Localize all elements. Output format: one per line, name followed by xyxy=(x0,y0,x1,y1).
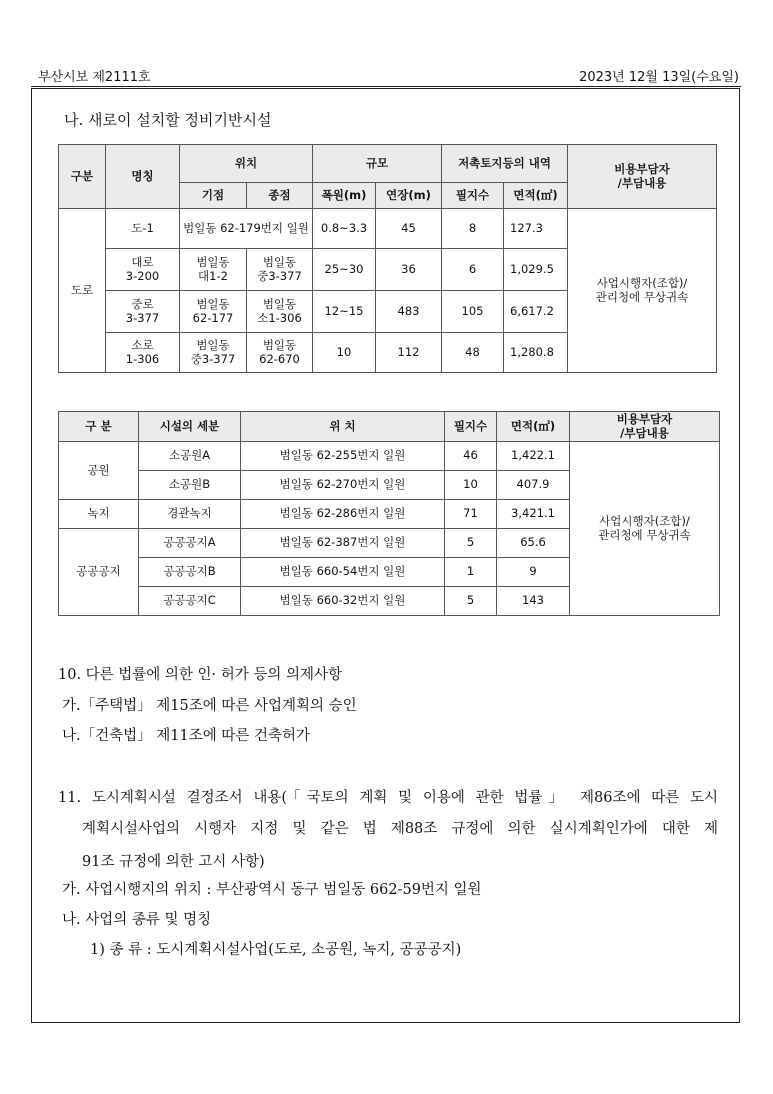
th-width: 폭원(m) xyxy=(313,183,376,209)
th-area: 면적(㎡) xyxy=(497,412,570,442)
road-end: 범일동 소1-306 xyxy=(247,291,313,333)
th-scale: 규모 xyxy=(313,145,442,183)
facility-location: 범일동 62-255번지 일원 xyxy=(241,442,445,471)
road-width: 12~15 xyxy=(313,291,376,333)
road-length: 483 xyxy=(376,291,442,333)
road-start: 범일동 대1-2 xyxy=(180,249,247,291)
facility-area: 9 xyxy=(497,558,570,587)
section-10-item-a: 가.「주택법」 제15조에 따른 사업계획의 승인 xyxy=(62,698,357,714)
th-area: 면적(㎡) xyxy=(504,183,568,209)
road-end: 범일동 62-670 xyxy=(247,333,313,373)
th-cost: 비용부담자 /부담내용 xyxy=(570,412,720,442)
facility-area: 407.9 xyxy=(497,471,570,500)
facility-parcels: 71 xyxy=(445,500,497,529)
road-area: 1,029.5 xyxy=(504,249,568,291)
road-parcels: 8 xyxy=(442,209,504,249)
th-cost: 비용부담자 /부담내용 xyxy=(568,145,717,209)
category-park: 공원 xyxy=(59,442,139,500)
facility-parcels: 46 xyxy=(445,442,497,471)
category-green: 녹지 xyxy=(59,500,139,529)
road-start: 범일동 중3-377 xyxy=(180,333,247,373)
category-open-space: 공공공지 xyxy=(59,529,139,616)
facility-location: 범일동 62-387번지 일원 xyxy=(241,529,445,558)
th-end: 종점 xyxy=(247,183,313,209)
road-width: 25~30 xyxy=(313,249,376,291)
road-parcels: 48 xyxy=(442,333,504,373)
road-area: 6,617.2 xyxy=(504,291,568,333)
table-row xyxy=(59,442,720,471)
facility-area: 1,422.1 xyxy=(497,442,570,471)
facility-table xyxy=(58,411,720,616)
facility-detail: 소공원B xyxy=(139,471,241,500)
road-width: 10 xyxy=(313,333,376,373)
th-gubun: 구분 xyxy=(59,145,106,209)
th-name: 명칭 xyxy=(106,145,180,209)
section-11-line2: 계획시설사업의 시행자 지정 및 같은 법 제88조 규정에 의한 실시계획인가에 대한 제 xyxy=(82,821,718,837)
road-cost: 사업시행자(조합)/ 관리청에 무상귀속 xyxy=(568,209,717,373)
road-start: 범일동 62-179번지 일원 xyxy=(180,209,313,249)
facility-location: 범일동 62-286번지 일원 xyxy=(241,500,445,529)
road-name: 도-1 xyxy=(106,209,180,249)
road-end: 범일동 중3-377 xyxy=(247,249,313,291)
facility-parcels: 5 xyxy=(445,587,497,616)
road-area: 127.3 xyxy=(504,209,568,249)
section-11-item-b: 나. 사업의 종류 및 명칭 xyxy=(62,912,212,928)
section-10-title: 10. 다른 법률에 의한 인· 허가 등의 의제사항 xyxy=(58,667,343,683)
facility-detail: 공공공지C xyxy=(139,587,241,616)
th-detail: 시설의 세분 xyxy=(139,412,241,442)
road-name: 소로 1-306 xyxy=(106,333,180,373)
th-length: 연장(m) xyxy=(376,183,442,209)
road-length: 45 xyxy=(376,209,442,249)
facility-location: 범일동 62-270번지 일원 xyxy=(241,471,445,500)
th-land: 저촉토지등의 내역 xyxy=(442,145,568,183)
facility-detail: 공공공지B xyxy=(139,558,241,587)
facility-detail: 소공원A xyxy=(139,442,241,471)
th-parcels: 필지수 xyxy=(445,412,497,442)
table-row xyxy=(59,209,717,249)
facility-parcels: 10 xyxy=(445,471,497,500)
road-table xyxy=(58,144,717,373)
facility-parcels: 5 xyxy=(445,529,497,558)
facility-area: 3,421.1 xyxy=(497,500,570,529)
road-area: 1,280.8 xyxy=(504,333,568,373)
header-publication: 부산시보 제2111호 xyxy=(38,70,151,85)
road-length: 112 xyxy=(376,333,442,373)
section-11-line3: 91조 규정에 의한 고시 사항) xyxy=(82,854,265,870)
th-start: 기점 xyxy=(180,183,247,209)
facility-location: 범일동 660-54번지 일원 xyxy=(241,558,445,587)
facility-area: 65.6 xyxy=(497,529,570,558)
facility-location: 범일동 660-32번지 일원 xyxy=(241,587,445,616)
road-width: 0.8~3.3 xyxy=(313,209,376,249)
road-start: 범일동 62-177 xyxy=(180,291,247,333)
road-length: 36 xyxy=(376,249,442,291)
section-11-item-b1: 1) 종 류 : 도시계획시설사업(도로, 소공원, 녹지, 공공공지) xyxy=(90,942,462,958)
th-gubun: 구 분 xyxy=(59,412,139,442)
road-parcels: 6 xyxy=(442,249,504,291)
road-name: 중로 3-377 xyxy=(106,291,180,333)
th-parcels: 필지수 xyxy=(442,183,504,209)
section-10-item-b: 나.「건축법」 제11조에 따른 건축허가 xyxy=(62,728,310,744)
facility-area: 143 xyxy=(497,587,570,616)
category-road: 도로 xyxy=(59,209,106,373)
th-location: 위치 xyxy=(180,145,313,183)
section-title: 나. 새로이 설치할 정비기반시설 xyxy=(64,111,272,129)
facility-parcels: 1 xyxy=(445,558,497,587)
facility-cost: 사업시행자(조합)/ 관리청에 무상귀속 xyxy=(570,442,720,616)
section-11-item-a: 가. 사업시행지의 위치 : 부산광역시 동구 범일동 662-59번지 일원 xyxy=(62,882,482,898)
header-date: 2023년 12월 13일(수요일) xyxy=(579,70,739,85)
section-11-line1: 11. 도시계획시설 결정조서 내용(「국토의 계획 및 이용에 관한 법률」 제86조에 따른 도시 xyxy=(58,790,718,806)
road-name: 대로 3-200 xyxy=(106,249,180,291)
facility-detail: 경관녹지 xyxy=(139,500,241,529)
facility-detail: 공공공지A xyxy=(139,529,241,558)
th-location: 위 치 xyxy=(241,412,445,442)
road-parcels: 105 xyxy=(442,291,504,333)
